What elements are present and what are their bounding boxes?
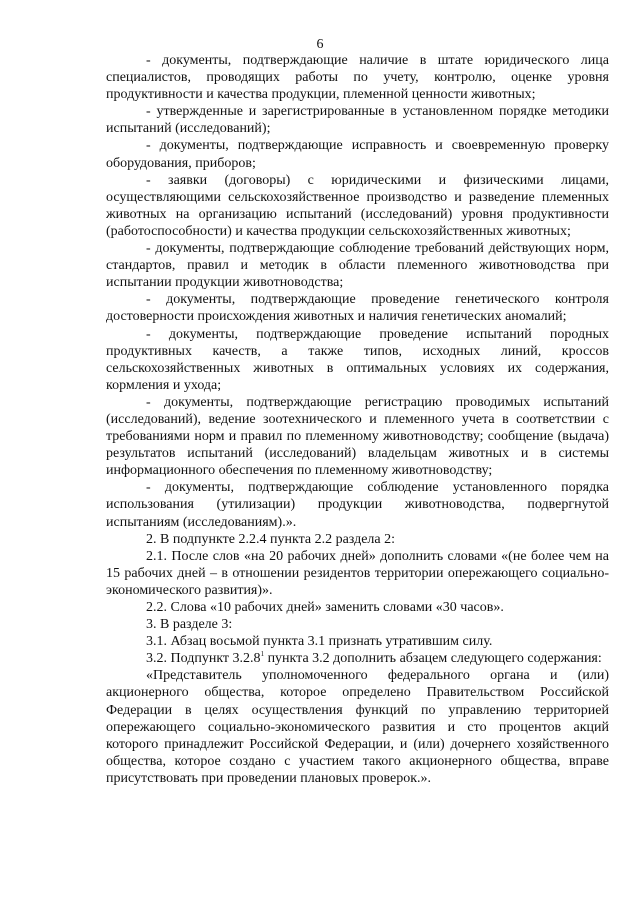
paragraph-staff-specialists: - документы, подтверждающие наличие в штате юридического лица специалистов, проводящих работы по учету, контролю, оценке уровня продуктивности и качества продукции, племенной ценности животных;	[106, 53, 609, 103]
paragraph-item-2-1: 2.1. После слов «на 20 рабочих дней» дополнить словами «(не более чем на 15 рабочих дней – в отношении резидентов территории опережающего социально-экономического развития)».	[106, 548, 609, 598]
document-body	[106, 52, 609, 787]
paragraph-item-2: 2. В подпункте 2.2.4 пункта 2.2 раздела 2:	[146, 531, 396, 547]
paragraph-applications-contracts: - заявки (договоры) с юридическими и физическими лицами, осуществляющими сельскохозяйственное производство и разведение племенных животных на организацию испытаний (исследований) уровня продуктивности (работоспособности) и качества продукции сельскохозяйственных животных;	[106, 172, 609, 239]
paragraph-item-3: 3. В разделе 3:	[146, 617, 233, 633]
superscript-mark: 1	[260, 650, 265, 659]
page-number: 6	[316, 37, 324, 52]
paragraph-genetic-control: - документы, подтверждающие проведение генетического контроля достоверности происхождения животных и наличия генетических аномалий;	[106, 292, 609, 325]
paragraph-item-2-2: 2.2. Слова «10 рабочих дней» заменить словами «30 часов».	[146, 600, 504, 615]
paragraph-new-clause: «Представитель уполномоченного федерального органа и (или) акционерного общества, которое определено Правительством Российской Федерации в целях осуществления функций по управлению территорией опережающего социально-экономического развития и сто процентов акций которого принадлежит Российской Федерации, и (или) дочернего хозяйственного общества, которое создано с участием такого акционерного общества, вправе присутствовать при проведении плановых проверок.».	[106, 668, 609, 786]
paragraph-equipment-check: - документы, подтверждающие исправность и своевременную проверку оборудования, приборов;	[106, 138, 609, 171]
paragraph-standards-compliance: - документы, подтверждающие соблюдение требований действующих норм, стандартов, правил и методик в области племенного животноводства при испытании продукции животноводства;	[106, 241, 609, 291]
paragraph-item-3-1: 3.1. Абзац восьмой пункта 3.1 признать утратившим силу.	[146, 634, 493, 650]
paragraph-breed-testing: - документы, подтверждающие проведение испытаний породных продуктивных качеств, а также типов, исходных линий, кроссов сельскохозяйственных животных в оптимальных условиях их содержания, кормления и ухода;	[106, 326, 609, 393]
paragraph-test-registration: - документы, подтверждающие регистрацию проводимых испытаний (исследований), ведение зоотехнического и племенного учета в соответствии с требованиями норм и правил по племенному животноводству; сообщение (выдача) результатов испытаний (исследований) владельцам животных и в системы информационного обеспечения по племенному животноводству;	[106, 394, 609, 479]
paragraph-product-disposal: - документы, подтверждающие соблюдение установленного порядка использования (утилизации) продукции животноводства, подвергнутой испытаниям (исследованиям).».	[106, 480, 609, 530]
paragraph-test-methods: - утвержденные и зарегистрированные в установленном порядке методики испытаний (исследований);	[106, 104, 609, 137]
paragraph-item-3-2: 3.2. Подпункт 3.2.8$^1$ пункта 3.2 дополнить абзацем следующего содержания:	[146, 650, 602, 667]
